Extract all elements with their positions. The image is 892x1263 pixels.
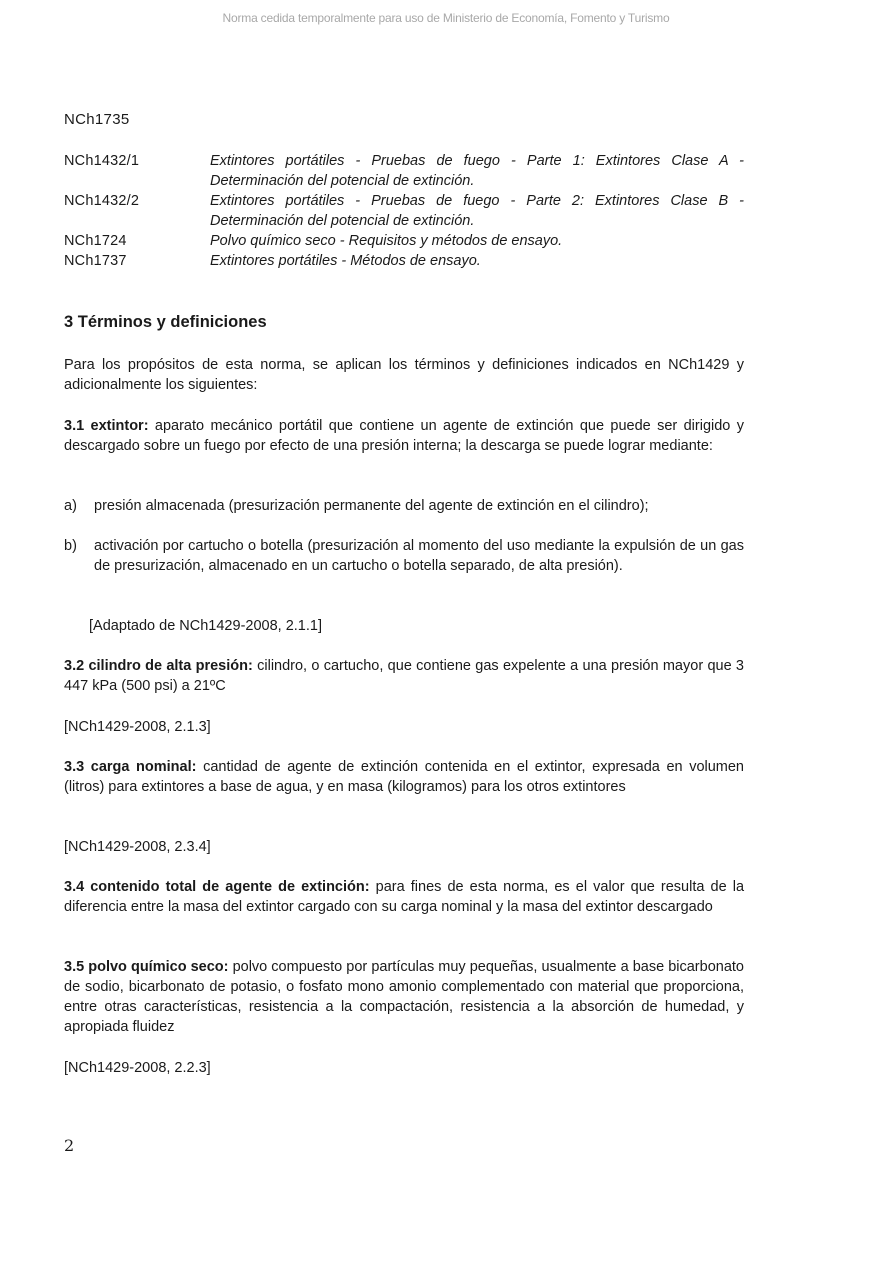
list-label: b) (64, 538, 77, 554)
term-3-2 (64, 656, 744, 696)
reference-title: Extintores portátiles - Métodos de ensayo. (210, 253, 481, 269)
reference-item (64, 251, 744, 271)
term-definition: cantidad de agente de extinción contenida en el extintor, expresada en volumen (litros) para extintores a base de agua, y en masa (kilogramos) para los otros extintores (64, 759, 744, 795)
term-3-4 (64, 877, 744, 917)
reference-item (64, 151, 744, 191)
term-definition: cilindro, o cartucho, que contiene gas expelente a una presión mayor que 3 447 kPa (500 psi) a 21ºC (64, 658, 744, 694)
page-number: 2 (64, 1136, 75, 1155)
term-definition: para fines de esta norma, es el valor que resulta de la diferencia entre la masa del extintor cargado con su carga nominal y la masa del extintor descargado (64, 879, 745, 915)
standard-id: NCh1735 (64, 111, 130, 128)
term-definition: polvo compuesto por partículas muy pequeñas, usualmente a base bicarbonato de sodio, bicarbonato de potasio, o fosfato mono amonio complementado con material que proporciona, entre otras características, resistencia a la compactación, resistencia a la absorción de humedad, y apropiada fluidez (64, 959, 744, 1035)
term-label: 3.4 contenido total de agente de extinción: (64, 879, 370, 895)
section-heading: 3 Términos y definiciones (64, 313, 267, 331)
term-3-1 (64, 416, 744, 456)
term-label: 3.5 polvo químico seco: (64, 959, 229, 975)
normative-references (64, 151, 744, 271)
reference-code: NCh1432/1 (64, 153, 140, 169)
reference-title: Extintores portátiles - Pruebas de fuego - Parte 1: Extintores Clase A - Determinación del potencial de extinción. (210, 153, 744, 189)
reference-title: Extintores portátiles - Pruebas de fuego - Parte 2: Extintores Clase B - Determinación del potencial de extinción. (210, 193, 744, 229)
list-text: activación por cartucho o botella (presurización al momento del uso mediante la expulsión de un gas de presurización, almacenado en un cartucho o botella separado, de alta presión). (94, 538, 744, 574)
citation: [Adaptado de NCh1429-2008, 2.1.1] (89, 618, 322, 634)
reference-code: NCh1737 (64, 253, 127, 269)
term-label: 3.3 carga nominal: (64, 759, 197, 775)
term-definition: aparato mecánico portátil que contiene un agente de extinción que puede ser dirigido y descargado sobre un fuego por efecto de una presión interna; la descarga se puede lograr mediante: (64, 418, 744, 454)
reference-code: NCh1432/2 (64, 193, 140, 209)
list-item-a (64, 496, 744, 516)
term-label: 3.2 cilindro de alta presión: (64, 658, 253, 674)
list-item-b (64, 536, 744, 576)
citation: [NCh1429-2008, 2.1.3] (64, 719, 211, 735)
list-text: presión almacenada (presurización permanente del agente de extinción en el cilindro); (94, 498, 649, 514)
term-label: 3.1 extintor: (64, 418, 149, 434)
reference-item (64, 231, 744, 251)
term-3-5 (64, 957, 744, 1037)
section-intro: Para los propósitos de esta norma, se aplican los términos y definiciones indicados en NCh1429 y adicionalmente los siguientes: (64, 357, 744, 393)
citation: [NCh1429-2008, 2.2.3] (64, 1060, 211, 1076)
citation: [NCh1429-2008, 2.3.4] (64, 839, 211, 855)
watermark: Norma cedida temporalmente para uso de Ministerio de Economía, Fomento y Turismo (222, 11, 670, 25)
term-3-3 (64, 757, 744, 797)
list-label: a) (64, 498, 77, 514)
reference-title: Polvo químico seco - Requisitos y métodos de ensayo. (210, 233, 563, 249)
reference-code: NCh1724 (64, 233, 127, 249)
reference-item (64, 191, 744, 231)
